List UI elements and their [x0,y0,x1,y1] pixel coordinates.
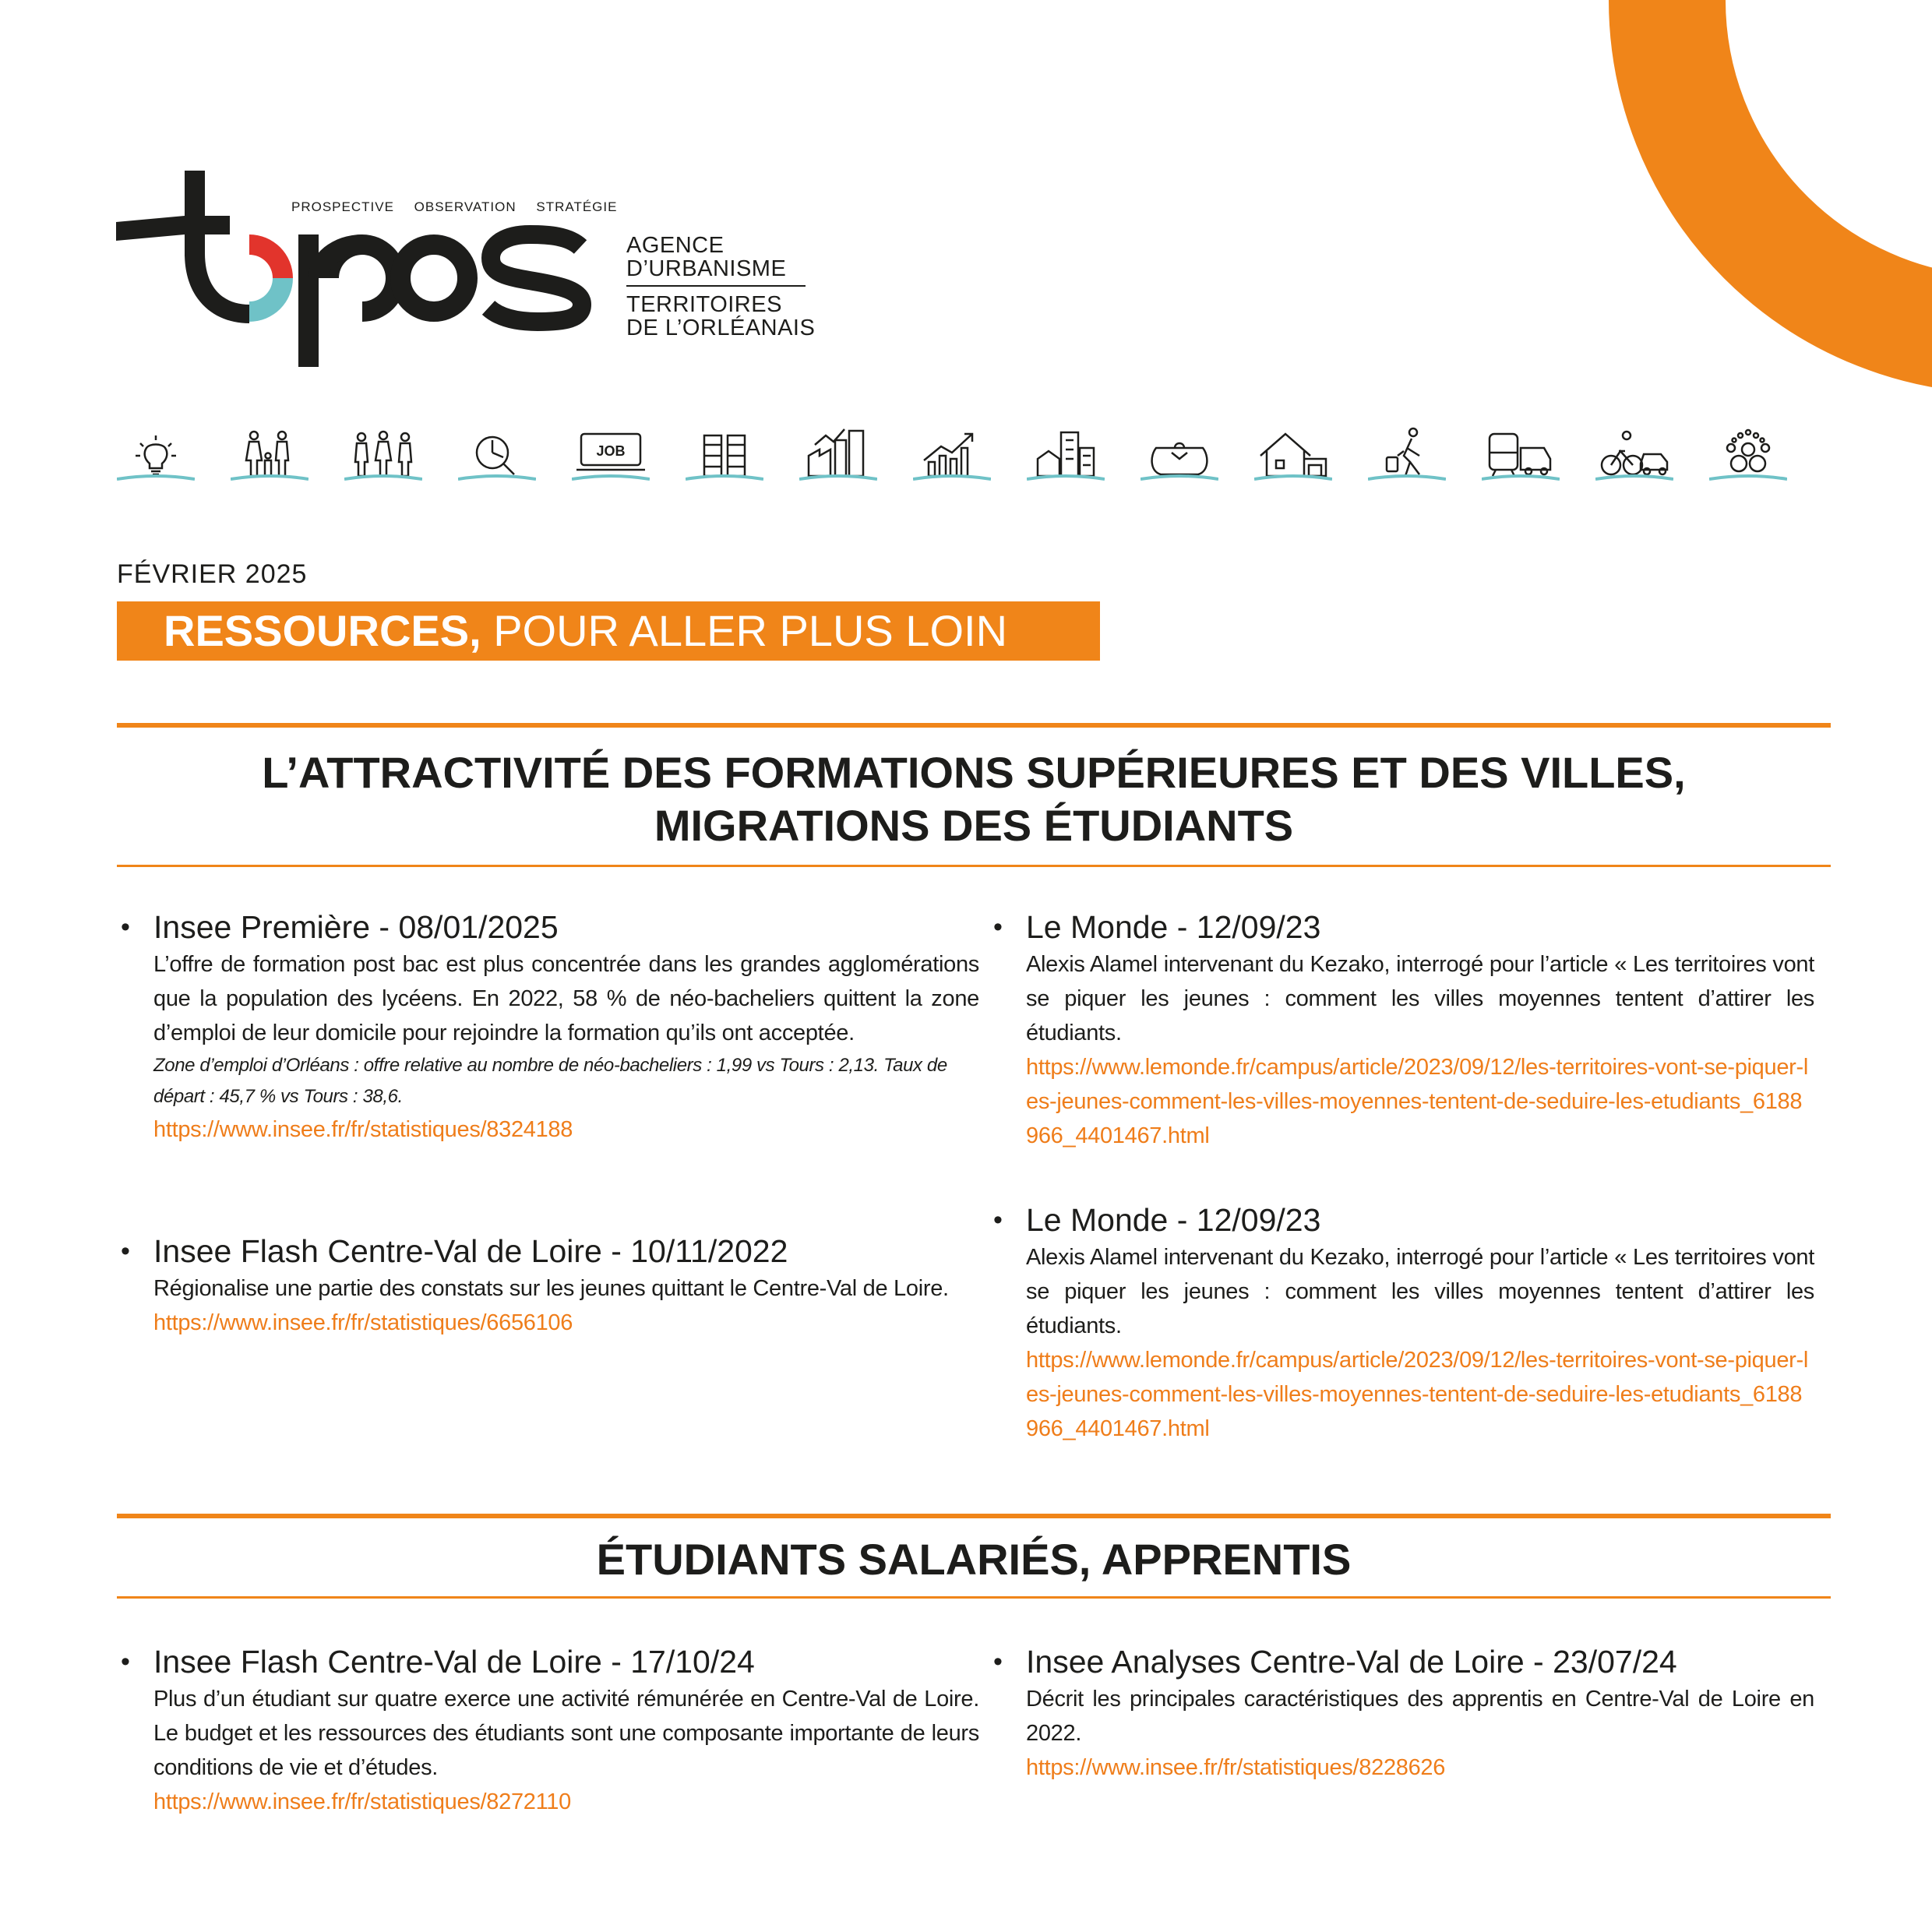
entry-title [121,1641,979,1682]
list-item [121,1641,979,1819]
growth-chart-icon [913,425,991,487]
banner-bold-text: RESSOURCES, [164,606,481,655]
tagline-strategie: STRATÉGIE [536,199,618,214]
silos-icon [686,425,763,487]
bullet-icon: • [121,1647,130,1676]
topos-logo [113,167,612,370]
entry-link[interactable]: https://www.insee.fr/fr/statistiques/8228626 [1026,1755,1446,1780]
agency-name-block [626,233,816,340]
bullet-icon: • [121,912,130,942]
section-1-bottom-rule [117,865,1831,867]
entry-link[interactable]: https://www.lemonde.fr/campus/article/2023/09/12/les-territoires-vont-se-piquer-les-jeunes-comment-les-villes-moyennes-tentent-de-seduire-les-etudiants_6188966_4401467.html [1026,1348,1809,1441]
entry-title-text: Insee Flash Centre-Val de Loire - 10/11/2022 [153,1233,788,1269]
entry-note: Zone d’emploi d’Orléans : offre relative au nombre de néo-bacheliers : 1,99 vs Tours : 2,13. Taux de départ : 45,7 % vs Tours : 38,6. [153,1055,947,1107]
entry-link[interactable]: https://www.insee.fr/fr/statistiques/8272110 [153,1789,571,1814]
bullet-icon: • [121,1236,130,1266]
entry-title [993,907,1814,947]
territory-line-2: DE L’ORLÉANAIS [626,316,816,340]
lightbulb-icon [117,425,195,487]
entry-link[interactable]: https://www.lemonde.fr/campus/article/2023/09/12/les-territoires-vont-se-piquer-les-jeunes-comment-les-villes-moyennes-tentent-de-seduire-les-etudiants_6188966_4401467.html [1026,1055,1809,1148]
entry-link[interactable]: https://www.insee.fr/fr/statistiques/8324188 [153,1117,573,1142]
population-icon [344,425,422,487]
section-1-title-line-2: MIGRATIONS DES ÉTUDIANTS [654,801,1294,850]
industry-icon [799,425,877,487]
purse-icon [1141,425,1218,487]
entry-description: Régionalise une partie des constats sur les jeunes quittant le Centre-Val de Loire. [153,1276,949,1301]
section-2-title [117,1533,1831,1586]
list-item [121,1231,979,1340]
list-item [993,1641,1814,1785]
tagline-observation: OBSERVATION [414,199,516,214]
entry-title-text: Insee Flash Centre-Val de Loire - 17/10/24 [153,1644,755,1680]
section-2-bottom-rule [117,1596,1831,1599]
list-item [993,907,1814,1153]
family-icon [231,425,308,487]
bullet-icon: • [993,912,1003,942]
bullet-icon: • [993,1205,1003,1235]
vehicles-icon [1595,425,1673,487]
section-1-top-rule [117,723,1831,728]
agency-divider [626,285,806,287]
entry-title [993,1200,1814,1240]
entry-description: Alexis Alamel intervenant du Kezako, interrogé pour l’article « Les territoires vont se piquer les jeunes : comment les villes moyennes tentent d’attirer les étudiants. [1026,952,1814,1045]
entry-link[interactable]: https://www.insee.fr/fr/statistiques/6656106 [153,1310,573,1335]
job-icon [572,425,650,487]
entry-title-text: Insee Première - 08/01/2025 [153,909,559,945]
entry-description: L’offre de formation post bac est plus concentrée dans les grandes agglomérations que la population des lycéens. En 2022, 58 % de néo-bacheliers quittent la zone d’emploi de leur domicile pour rejoindre la formation qu’ils ont acceptée. [153,952,979,1045]
section-1-title-line-1: L’ATTRACTIVITÉ DES FORMATIONS SUPÉRIEURES ET DES VILLES, [262,748,1686,797]
job-icon-label: JOB [596,443,626,459]
entry-title [121,907,979,947]
traveler-icon [1368,425,1446,487]
theme-icon-strip [117,425,1823,487]
list-item [121,907,979,1147]
tagline-prospective: PROSPECTIVE [291,199,394,214]
list-item [993,1200,1814,1446]
entry-description: Décrit les principales caractéristiques des apprentis en Centre-Val de Loire en 2022. [1026,1687,1814,1746]
entry-description: Alexis Alamel intervenant du Kezako, interrogé pour l’article « Les territoires vont se piquer les jeunes : comment les villes moyennes tentent d’attirer les étudiants. [1026,1245,1814,1338]
banner-rest-text: POUR ALLER PLUS LOIN [481,606,1008,655]
entry-description: Plus d’un étudiant sur quatre exerce une activité rémunérée en Centre-Val de Loire. Le budget et les ressources des étudiants sont une composante importante de leurs conditions de vie et d’études. [153,1687,979,1780]
bullet-icon: • [993,1647,1003,1676]
section-2-title-line-1: ÉTUDIANTS SALARIÉS, APPRENTIS [596,1535,1352,1584]
corner-arc-decoration [1597,0,1932,405]
publication-date: FÉVRIER 2025 [117,559,308,589]
agency-line-1: AGENCE [626,233,724,258]
entry-title [993,1641,1814,1682]
buildings-icon [1027,425,1105,487]
entry-title-text: Le Monde - 12/09/23 [1026,1202,1321,1238]
entry-title-text: Le Monde - 12/09/23 [1026,909,1321,945]
section-2-top-rule [117,1514,1831,1518]
analysis-magnifier-icon [458,425,536,487]
transport-icon [1482,425,1560,487]
agency-line-2: D’URBANISME [626,256,787,281]
housing-icon [1254,425,1332,487]
bubbles-icon [1709,425,1787,487]
entry-title-text: Insee Analyses Centre-Val de Loire - 23/07/24 [1026,1644,1677,1680]
section-1-title [117,746,1831,852]
logo-tagline [291,199,633,215]
territory-line-1: TERRITOIRES [626,292,782,317]
entry-title [121,1231,979,1271]
resources-banner [117,601,1100,661]
